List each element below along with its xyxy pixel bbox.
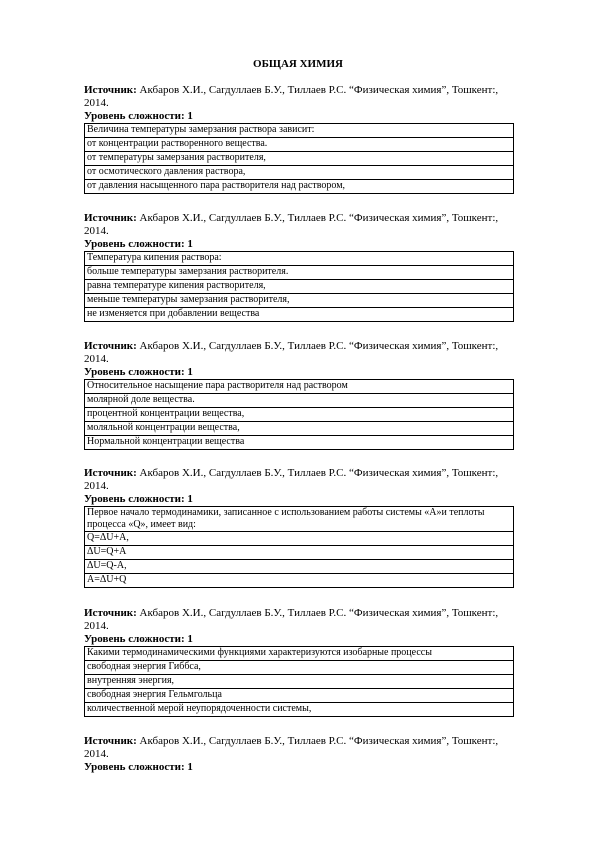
answer-option: Нормальной концентрации вещества (85, 436, 514, 450)
source-text: Акбаров Х.И., Сагдуллаев Б.У., Тиллаев Р.С. “Физическая химия”, Тошкент:, 2014. (84, 735, 499, 760)
answer-row (85, 546, 514, 560)
answer-row (85, 661, 514, 675)
source-text: Акбаров Х.И., Сагдуллаев Б.У., Тиллаев Р.С. “Физическая химия”, Тошкент:, 2014. (84, 607, 499, 632)
question-block (84, 84, 514, 194)
question-block (84, 467, 514, 588)
question-text: Какими термодинамическими функциями характеризуются изобарные процессы (85, 647, 514, 661)
answer-row (85, 703, 514, 717)
answer-row (85, 138, 514, 152)
source-line (84, 84, 514, 110)
answer-row (85, 436, 514, 450)
source-line (84, 467, 514, 493)
source-label: Источник: (84, 607, 137, 619)
answer-option: от концентрации растворенного вещества. (85, 138, 514, 152)
question-table (84, 506, 514, 588)
answer-row (85, 280, 514, 294)
answer-option: от температуры замерзания растворителя, (85, 152, 514, 166)
question-row (85, 507, 514, 532)
answer-option: от давления насыщенного пара растворителя над раствором, (85, 180, 514, 194)
difficulty-level: Уровень сложности: 1 (84, 366, 193, 378)
answer-option: внутренняя энергия, (85, 675, 514, 689)
question-text: Температура кипения раствора: (85, 252, 514, 266)
source-line (84, 340, 514, 366)
question-table (84, 123, 514, 194)
answer-row (85, 422, 514, 436)
question-text: Относительное насыщение пара растворителя над раствором (85, 380, 514, 394)
source-text: Акбаров Х.И., Сагдуллаев Б.У., Тиллаев Р.С. “Физическая химия”, Тошкент:, 2014. (84, 340, 499, 365)
answer-option: количественной мерой неупорядоченности системы, (85, 703, 514, 717)
source-label: Источник: (84, 340, 137, 352)
question-row (85, 124, 514, 138)
question-row (85, 380, 514, 394)
question-text: Величина температуры замерзания раствора зависит: (85, 124, 514, 138)
question-block (84, 212, 514, 322)
answer-option: больше температуры замерзания растворителя. (85, 266, 514, 280)
answer-option: молярной доле вещества. (85, 394, 514, 408)
question-table (84, 251, 514, 322)
answer-row (85, 532, 514, 546)
answer-option: процентной концентрации вещества, (85, 408, 514, 422)
answer-option: ΔU=Q-A, (85, 560, 514, 574)
source-text: Акбаров Х.И., Сагдуллаев Б.У., Тиллаев Р.С. “Физическая химия”, Тошкент:, 2014. (84, 467, 499, 492)
answer-row (85, 574, 514, 588)
answer-option: свободная энергия Гельмгольца (85, 689, 514, 703)
answer-row (85, 560, 514, 574)
source-text: Акбаров Х.И., Сагдуллаев Б.У., Тиллаев Р.С. “Физическая химия”, Тошкент:, 2014. (84, 84, 499, 109)
answer-option: равна температуре кипения растворителя, (85, 280, 514, 294)
question-block (84, 340, 514, 450)
answer-option: моляльной концентрации вещества, (85, 422, 514, 436)
difficulty-level: Уровень сложности: 1 (84, 493, 193, 505)
difficulty-level: Уровень сложности: 1 (84, 238, 193, 250)
answer-row (85, 294, 514, 308)
source-label: Источник: (84, 467, 137, 479)
answer-row (85, 166, 514, 180)
answer-row (85, 266, 514, 280)
question-table (84, 379, 514, 450)
answer-row (85, 408, 514, 422)
source-text: Акбаров Х.И., Сагдуллаев Б.У., Тиллаев Р.С. “Физическая химия”, Тошкент:, 2014. (84, 212, 499, 237)
answer-row (85, 394, 514, 408)
answer-option: не изменяется при добавлении вещества (85, 308, 514, 322)
answer-row (85, 180, 514, 194)
question-text: Первое начало термодинамики, записанное с использованием работы системы «А»и теплоты процесса «Q», имеет вид: (85, 507, 514, 532)
answer-option: от осмотического давления раствора, (85, 166, 514, 180)
source-line (84, 607, 514, 633)
answer-option: ΔU=Q+A (85, 546, 514, 560)
answer-option: меньше температуры замерзания растворителя, (85, 294, 514, 308)
source-line (84, 735, 514, 761)
question-row (85, 252, 514, 266)
answer-option: Q=ΔU+A, (85, 532, 514, 546)
answer-option: A=ΔU+Q (85, 574, 514, 588)
question-block (84, 607, 514, 717)
answer-row (85, 689, 514, 703)
source-line (84, 212, 514, 238)
answer-option: свободная энергия Гиббса, (85, 661, 514, 675)
source-label: Источник: (84, 84, 137, 96)
answer-row (85, 152, 514, 166)
question-row (85, 647, 514, 661)
difficulty-level: Уровень сложности: 1 (84, 633, 193, 645)
question-block (84, 735, 514, 774)
answer-row (85, 308, 514, 322)
page-title: ОБЩАЯ ХИМИЯ (253, 58, 343, 70)
question-table (84, 646, 514, 717)
source-label: Источник: (84, 212, 137, 224)
difficulty-level: Уровень сложности: 1 (84, 761, 193, 773)
source-label: Источник: (84, 735, 137, 747)
difficulty-level: Уровень сложности: 1 (84, 110, 193, 122)
answer-row (85, 675, 514, 689)
